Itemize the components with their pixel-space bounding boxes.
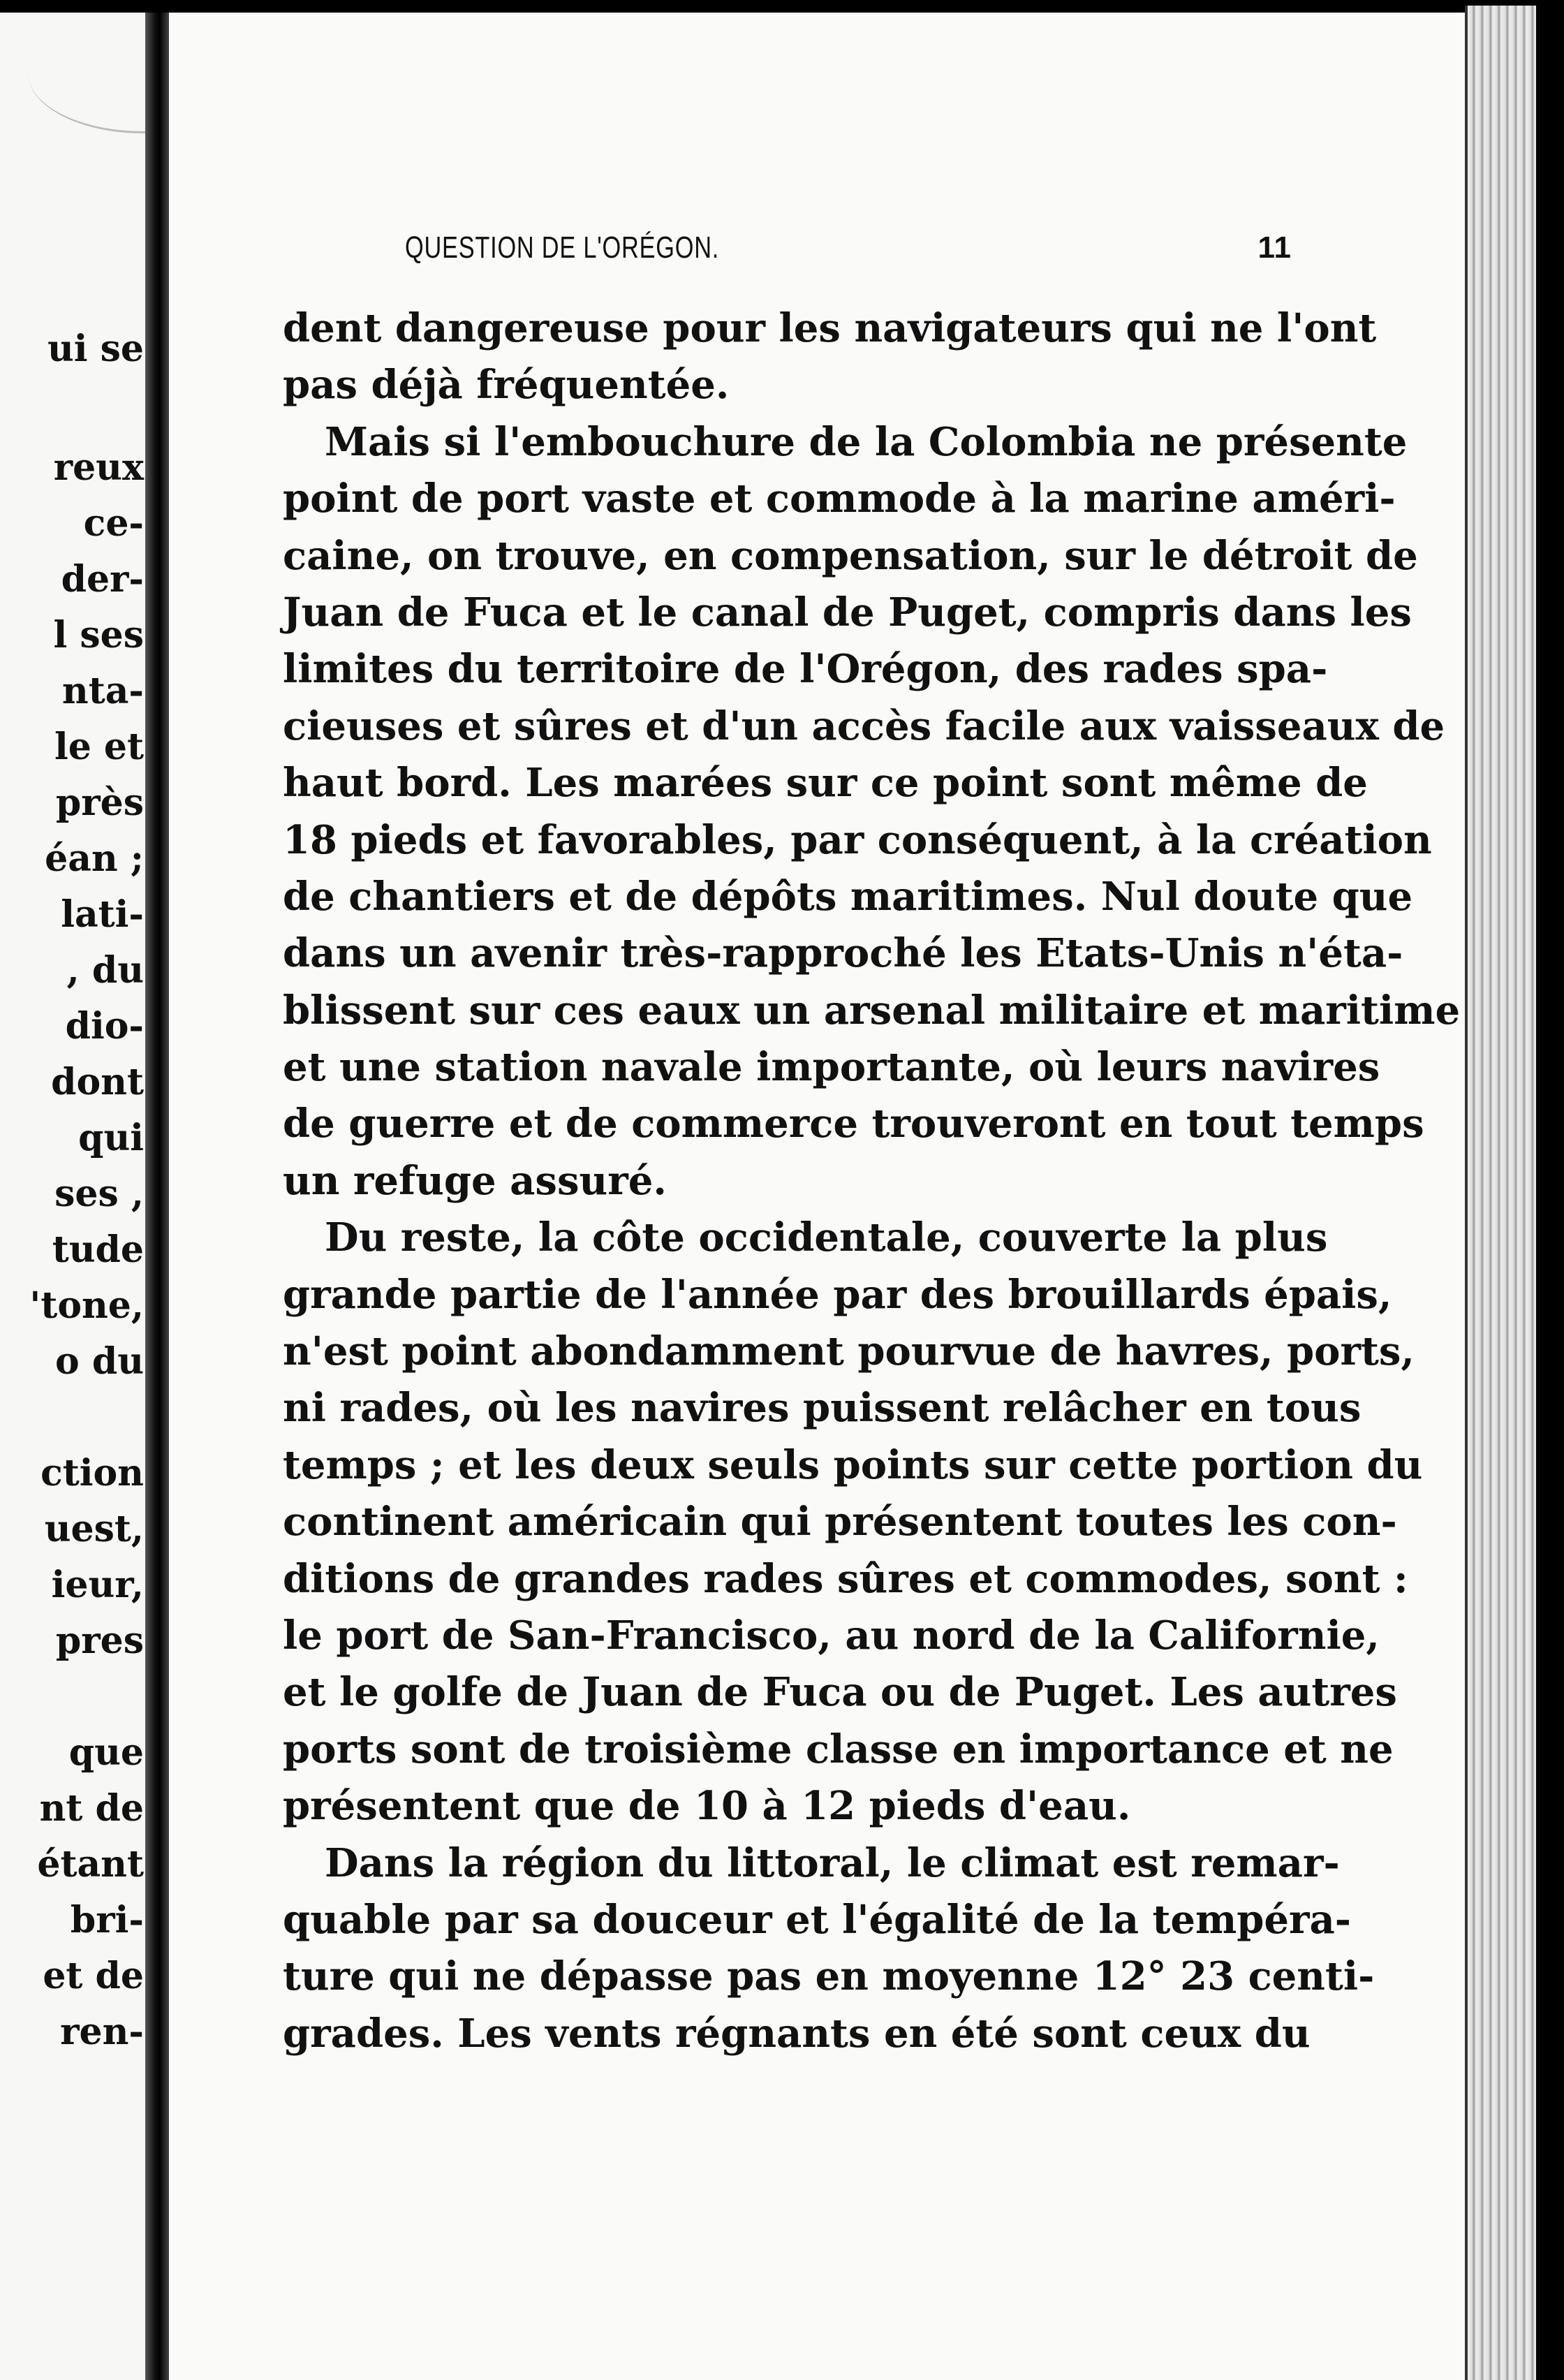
left-page-line: éan ; — [45, 837, 144, 880]
left-page-line: nta- — [61, 670, 144, 712]
left-page-line: ction — [40, 1452, 144, 1494]
text-line: cieuses et sûres et d'un accès facile aux vaisseaux de — [283, 703, 1445, 749]
left-page-line: lati- — [61, 893, 144, 936]
left-page-line: uest, — [44, 1508, 144, 1550]
text-line: temps ; et les deux seuls points sur cette portion du — [283, 1441, 1423, 1488]
left-page-line: ui se — [47, 328, 144, 370]
text-line: limites du territoire de l'Orégon, des rades spa- — [283, 646, 1328, 693]
page-number: 11 — [1257, 230, 1292, 265]
left-page-line: 'tone, — [29, 1284, 144, 1327]
text-line: caine, on trouve, en compensation, sur le détroit de — [283, 532, 1418, 579]
book-gutter — [145, 13, 169, 2380]
text-line: dent dangereuse pour les navigateurs qui ne l'ont — [283, 305, 1377, 351]
text-line: Mais si l'embouchure de la Colombia ne présente — [325, 418, 1408, 465]
text-line: haut bord. Les marées sur ce point sont même de — [283, 760, 1368, 807]
left-page-line: ses , — [54, 1173, 144, 1215]
left-page-line: le et — [54, 726, 144, 768]
left-page-line: pres — [55, 1619, 144, 1662]
text-line: quable par sa douceur et l'égalité de la tempéra- — [283, 1896, 1352, 1943]
text-line: de chantiers et de dépôts maritimes. Nul doute que — [283, 873, 1413, 920]
text-line: ports sont de troisième classe en importance et ne — [283, 1726, 1394, 1772]
left-page-line: ce- — [83, 502, 144, 545]
left-page-line: l ses — [53, 614, 144, 656]
text-line: 18 pieds et favorables, par conséquent, à la création — [283, 816, 1432, 863]
left-page-line: et de — [43, 1955, 144, 1997]
left-page-line: bri- — [70, 1899, 144, 1941]
left-page-line: dio- — [65, 1005, 144, 1048]
body-text — [283, 300, 1461, 2062]
text-line: ni rades, où les navires puissent relâcher en tous — [283, 1385, 1362, 1432]
running-title: QUESTION DE L'ORÉGON. — [405, 230, 720, 265]
text-line: et le golfe de Juan de Fuca ou de Puget. Les autres — [283, 1669, 1397, 1716]
left-page-line: dont — [51, 1061, 144, 1103]
text-line: continent américain qui présentent toutes les con- — [283, 1499, 1397, 1545]
left-page-line: reux — [53, 446, 144, 489]
left-page-line: près — [55, 781, 144, 824]
text-line: blissent sur ces eaux un arsenal militaire et maritime — [283, 987, 1461, 1034]
text-line: point de port vaste et commode à la marine améri- — [283, 476, 1396, 522]
text-line: le port de San-Francisco, au nord de la Californie, — [283, 1612, 1380, 1659]
left-page-line: ren- — [60, 2011, 144, 2053]
running-header — [405, 230, 1292, 279]
text-line: n'est point abondamment pourvue de havres, ports, — [283, 1328, 1415, 1375]
text-line: Dans la région du littoral, le climat est remar- — [325, 1839, 1340, 1886]
left-page-line: étant — [37, 1843, 144, 1886]
left-page-line: o du — [55, 1340, 144, 1383]
text-line: Du reste, la côte occidentale, couverte la plus — [325, 1214, 1328, 1261]
text-line: ture qui ne dépasse pas en moyenne 12° 23 centi- — [283, 1953, 1375, 2000]
text-line: grande partie de l'année par des brouillards épais, — [283, 1271, 1392, 1318]
scan-border — [1536, 0, 1564, 2380]
left-page-line: que — [68, 1731, 144, 1774]
text-line: ditions de grandes rades sûres et commodes, sont : — [283, 1555, 1408, 1602]
text-line: présentent que de 10 à 12 pieds d'eau. — [283, 1783, 1131, 1830]
text-line: grades. Les vents régnants en été sont ceux du — [283, 2010, 1311, 2057]
text-line: un refuge assuré. — [283, 1157, 667, 1204]
left-page-line: der- — [61, 558, 144, 601]
left-page-line: tude — [52, 1228, 144, 1271]
left-page-line: ieur, — [51, 1564, 144, 1606]
left-page-line: nt de — [39, 1787, 144, 1830]
text-line: pas déjà fréquentée. — [283, 362, 730, 409]
text-line: dans un avenir très-rapproché les Etats-Unis n'éta- — [283, 930, 1403, 977]
left-page-line: qui — [78, 1117, 144, 1159]
text-line: de guerre et de commerce trouveront en tout temps — [283, 1101, 1424, 1147]
text-line: Juan de Fuca et le canal de Puget, compris dans les — [283, 589, 1412, 636]
text-line: et une station navale importante, où leurs navires — [283, 1044, 1380, 1091]
left-page-line: , du — [66, 949, 144, 992]
